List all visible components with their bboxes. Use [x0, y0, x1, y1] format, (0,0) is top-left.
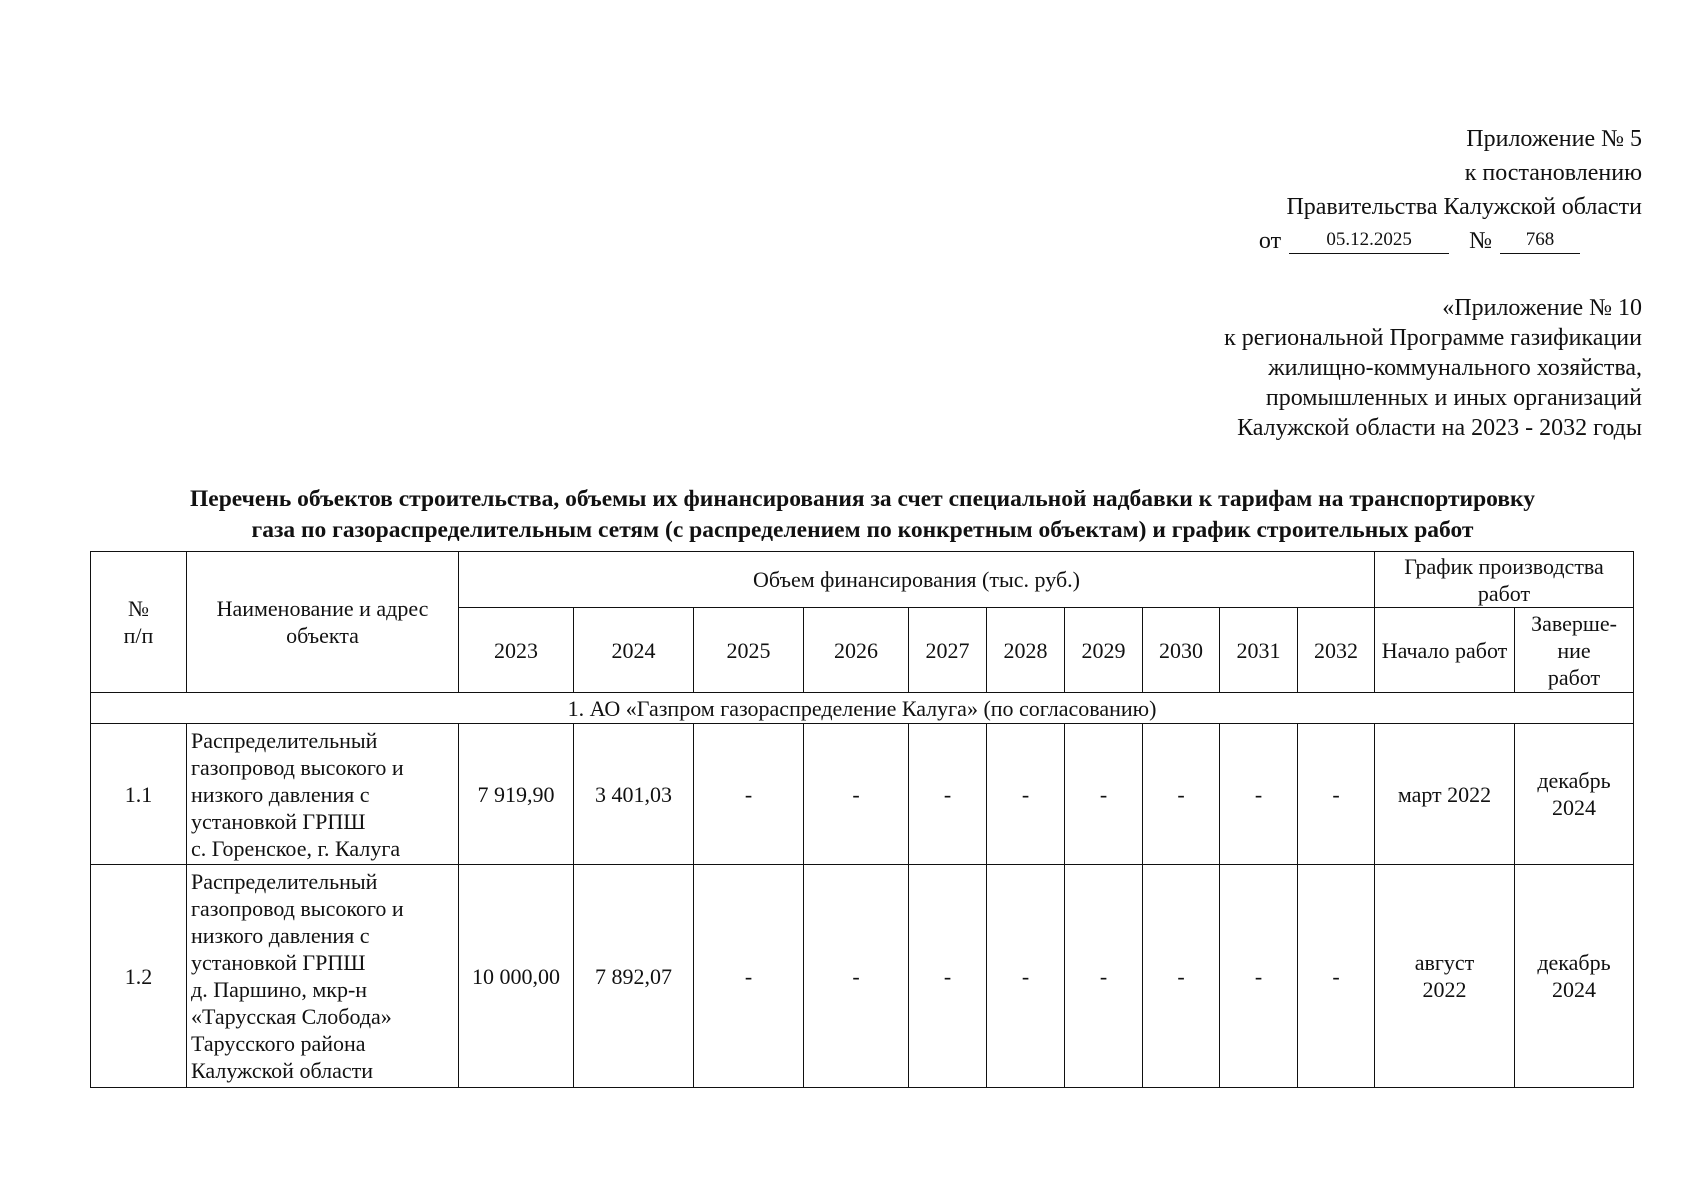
header-col-name: Наименование и адрес объекта — [187, 552, 459, 693]
header-year-2024: 2024 — [574, 608, 694, 693]
row-value-2029: - — [1065, 865, 1143, 1088]
header-year-2029: 2029 — [1065, 608, 1143, 693]
header-year-2025: 2025 — [694, 608, 804, 693]
row-value-2026: - — [804, 724, 909, 865]
header-col-start: Начало работ — [1375, 608, 1515, 693]
table-row — [91, 865, 1634, 1088]
row-end-date: декабрь 2024 — [1515, 724, 1634, 865]
header-number-label: № — [1469, 228, 1492, 254]
row-value-2031: - — [1220, 865, 1298, 1088]
header-year-2032: 2032 — [1298, 608, 1375, 693]
row-value-2024: 7 892,07 — [574, 865, 694, 1088]
row-object-name: Распределительный газопровод высокого и низкого давления с установкой ГРПШ д. Паршино, мкр-н «Тарусская Слобода» Тарусского района Калужской области — [187, 865, 459, 1088]
row-value-2023: 7 919,90 — [459, 724, 574, 865]
title-line-2: газа по газораспределительным сетям (с распределением по конкретным объектам) и график строительных работ — [251, 517, 1474, 543]
header-government: Правительства Калужской области — [1286, 194, 1642, 220]
header-date-field: 05.12.2025 — [1289, 227, 1449, 254]
row-value-2023: 10 000,00 — [459, 865, 574, 1088]
row-start-date: август 2022 — [1375, 865, 1515, 1088]
appendix-line-4: промышленных и иных организаций — [1265, 385, 1642, 411]
row-value-2032: - — [1298, 865, 1375, 1088]
row-value-2024: 3 401,03 — [574, 724, 694, 865]
row-value-2028: - — [987, 724, 1065, 865]
appendix-line-5: Калужской области на 2023 - 2032 годы — [1237, 415, 1642, 441]
header-appendix-number: Приложение № 5 — [1466, 126, 1642, 152]
appendix-line-1: «Приложение № 10 — [1442, 295, 1642, 321]
row-value-2032: - — [1298, 724, 1375, 865]
header-resolution-ref: к постановлению — [1464, 160, 1642, 186]
row-value-2025: - — [694, 724, 804, 865]
appendix-line-3: жилищно-коммунального хозяйства, — [1268, 355, 1642, 381]
header-col-schedule: График производства работ — [1375, 552, 1634, 608]
row-value-2029: - — [1065, 724, 1143, 865]
section-title: 1. АО «Газпром газораспределение Калуга» (по согласованию) — [91, 693, 1634, 724]
row-value-2025: - — [694, 865, 804, 1088]
header-from-label: от — [1258, 228, 1282, 254]
header-number-field: 768 — [1500, 227, 1580, 254]
header-col-number: № п/п — [91, 552, 187, 693]
header-col-end: Заверше- ние работ — [1515, 608, 1634, 693]
header-order-line — [1259, 224, 1580, 258]
row-value-2026: - — [804, 865, 909, 1088]
table-header-row-1 — [91, 552, 1634, 608]
row-start-date: март 2022 — [1375, 724, 1515, 865]
appendix-line-2: к региональной Программе газификации — [1224, 325, 1642, 351]
header-year-2028: 2028 — [987, 608, 1065, 693]
header-year-2023: 2023 — [459, 608, 574, 693]
appendix-block — [1224, 293, 1642, 443]
header-year-2031: 2031 — [1220, 608, 1298, 693]
row-value-2030: - — [1143, 865, 1220, 1088]
row-value-2028: - — [987, 865, 1065, 1088]
row-value-2027: - — [909, 724, 987, 865]
row-number: 1.2 — [91, 865, 187, 1088]
row-end-date: декабрь 2024 — [1515, 865, 1634, 1088]
row-value-2031: - — [1220, 724, 1298, 865]
construction-objects-table — [90, 551, 1634, 1088]
header-year-2030: 2030 — [1143, 608, 1220, 693]
header-year-2026: 2026 — [804, 608, 909, 693]
row-value-2027: - — [909, 865, 987, 1088]
row-object-name: Распределительный газопровод высокого и низкого давления с установкой ГРПШ с. Горенское, г. Калуга — [187, 724, 459, 865]
header-year-2027: 2027 — [909, 608, 987, 693]
row-number: 1.1 — [91, 724, 187, 865]
table-row — [91, 724, 1634, 865]
section-row — [91, 693, 1634, 724]
header-col-financing: Объем финансирования (тыс. руб.) — [459, 552, 1375, 608]
row-value-2030: - — [1143, 724, 1220, 865]
document-title — [90, 484, 1635, 546]
title-line-1: Перечень объектов строительства, объемы их финансирования за счет специальной надбавки к тарифам на транспортировку — [190, 486, 1535, 512]
document-header — [1259, 122, 1642, 258]
